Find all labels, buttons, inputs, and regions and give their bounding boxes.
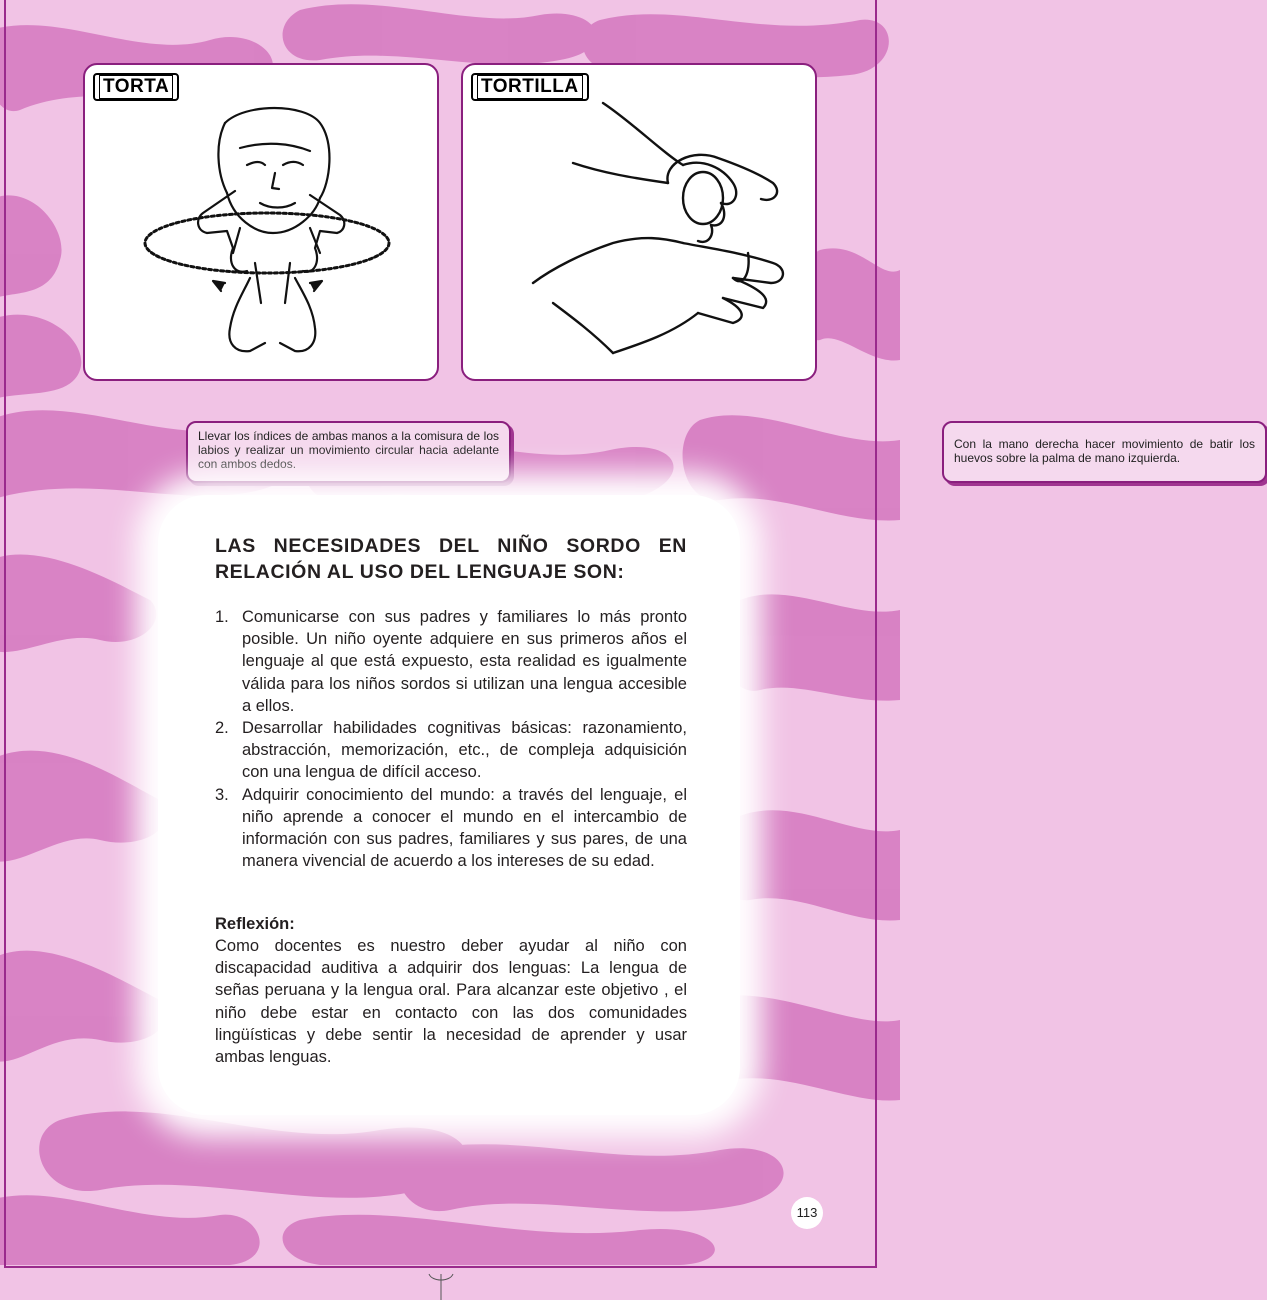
list-text: Comunicarse con sus padres y familiares lo más pronto posible. Un niño oyente adquiere en sus primeros años el lenguaje al que está expuesto, esta realidad es igualmente válida para los niños sordos si utilizan una lengua accesible a ellos.	[242, 608, 687, 715]
list-item	[215, 606, 687, 717]
list-text: Desarrollar habilidades cognitivas básicas: razonamiento, abstracción, memorización, etc., de compleja adquisición con una lengua de difícil acceso.	[242, 719, 687, 782]
sign-card-tortilla	[461, 63, 1255, 465]
section-heading	[215, 533, 687, 585]
heading-line-2: RELACIÓN AL USO DEL LENGUAJE SON:	[215, 561, 625, 583]
sign-caption: Con la mano derecha hacer movimiento de batir los huevos sobre la palma de mano izquierda.	[942, 421, 1267, 483]
crop-mark	[426, 1266, 456, 1300]
page-number: 113	[791, 1197, 823, 1229]
list-item	[215, 717, 687, 784]
torta-sign-illustration	[115, 103, 415, 363]
heading-line-1: LAS NECESIDADES DEL NIÑO SORDO EN	[215, 535, 687, 557]
sign-title-text: TORTILLA	[477, 75, 583, 99]
reflection-title: Reflexión:	[215, 915, 295, 933]
list-text: Adquirir conocimiento del mundo: a través del lenguaje, el niño aprende a conocer el mundo en el intercambio de información con sus padres, familiares y sus pares, de una manera vivencial de acuerdo a los intereses de su edad.	[242, 785, 687, 871]
list-number: 2.	[215, 719, 229, 738]
list-number: 1.	[215, 608, 229, 626]
sign-title	[93, 73, 179, 101]
sign-card-torta	[83, 63, 499, 471]
sign-title	[471, 73, 589, 101]
reflection-body: Como docentes es nuestro deber ayudar al niño con discapacidad auditiva a adquirir dos lenguas: La lengua de señas peruana y la lengua oral. Para alcanzar este objetivo , el niño debe estar en contacto con las dos comunidades lingüísticas y debe sentir la necesidad de aprender y usar ambas lenguas.	[215, 937, 687, 1067]
needs-list	[215, 606, 687, 872]
sign-caption: Llevar los índices de ambas manos a la comisura de los labios y realizar un movimiento circular hacia adelante con ambos dedos.	[186, 421, 511, 483]
sign-title-text: TORTA	[99, 75, 173, 99]
list-number: 3.	[215, 785, 229, 804]
list-item	[215, 784, 687, 873]
tortilla-sign-illustration	[493, 103, 793, 363]
